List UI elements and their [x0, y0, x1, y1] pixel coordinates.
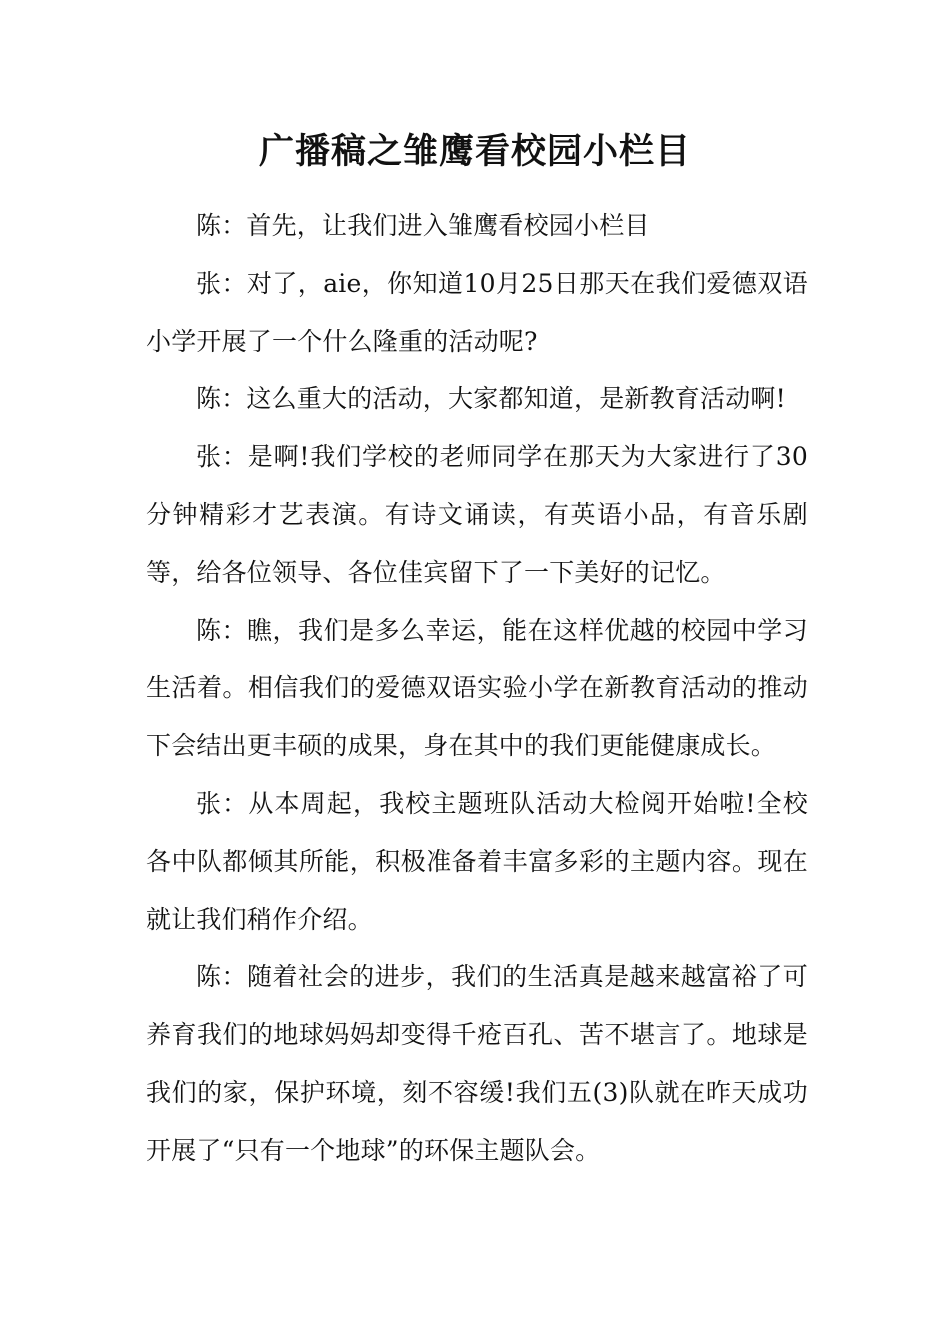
paragraph: 张：对了，aie，你知道10月25日那天在我们爱德双语小学开展了一个什么隆重的活动呢?	[146, 268, 808, 356]
document-body	[146, 197, 808, 1180]
paragraph: 张：是啊!我们学校的老师同学在那天为大家进行了30分钟精彩才艺表演。有诗文诵读，有英语小品，有音乐剧等，给各位领导、各位佳宾留下了一下美好的记忆。	[146, 442, 808, 587]
paragraph: 张：从本周起，我校主题班队活动大检阅开始啦!全校各中队都倾其所能，积极准备着丰富多彩的主题内容。现在就让我们稍作介绍。	[146, 788, 808, 934]
paragraph: 陈：首先，让我们进入雏鹰看校园小栏目	[196, 211, 650, 240]
paragraph: 陈：随着社会的进步，我们的生活真是越来越富裕了可养育我们的地球妈妈却变得千疮百孔、苦不堪言了。地球是我们的家，保护环境，刻不容缓!我们五(3)队就在昨天成功开展了“只有一个地球”的环保主题队会。	[146, 962, 808, 1165]
document-title: 广播稿之雏鹰看校园小栏目	[258, 132, 691, 172]
paragraph: 陈：这么重大的活动，大家都知道，是新教育活动啊!	[196, 384, 786, 414]
paragraph: 陈：瞧，我们是多么幸运，能在这样优越的校园中学习生活着。相信我们的爱德双语实验小学在新教育活动的推动下会结出更丰硕的成果，身在其中的我们更能健康成长。	[146, 615, 808, 761]
